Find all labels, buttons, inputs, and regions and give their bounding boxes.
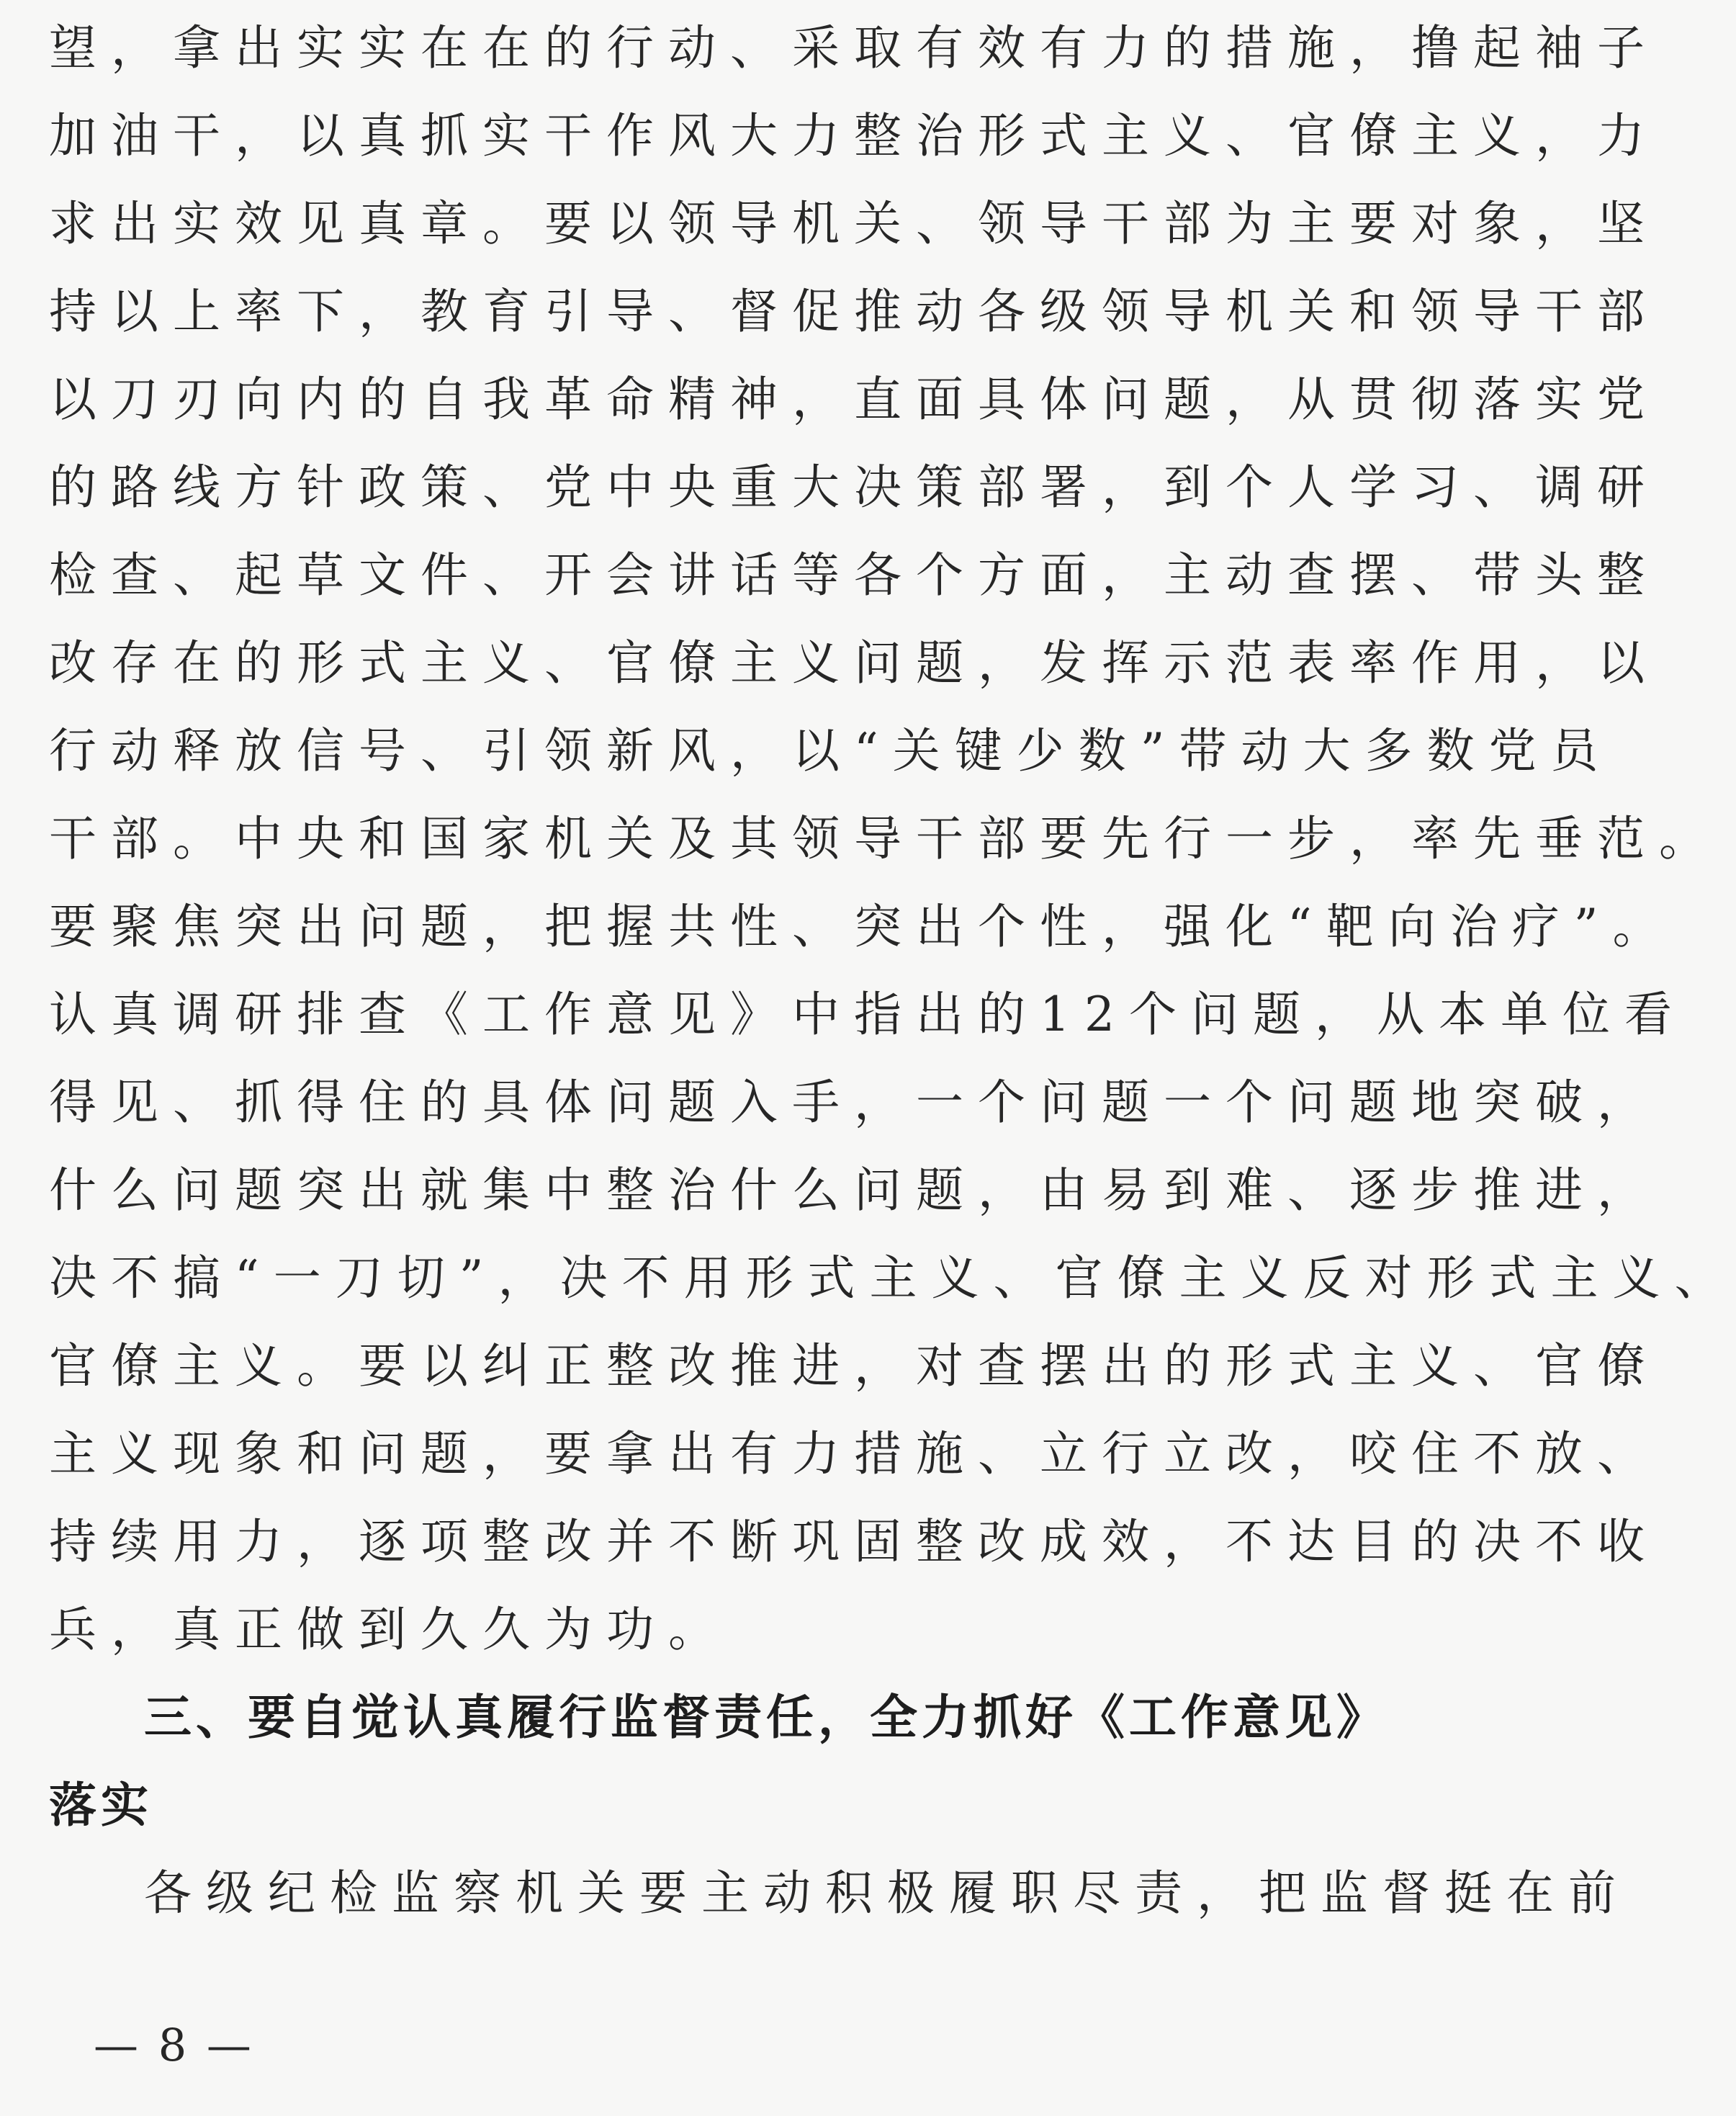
text-line-19: 兵，真正做到久久为功。	[49, 1602, 730, 1657]
page-number: — 8 —	[94, 2019, 254, 2071]
text-line-2: 加油干，以真抓实干作风大力整治形式主义、官僚主义，力	[49, 108, 1659, 163]
text-line-1: 望，拿出实实在在的行动、采取有效有力的措施，撸起袖子	[49, 20, 1659, 76]
text-line-14: 什么问题突出就集中整治什么问题，由易到难、逐步推进，	[49, 1162, 1659, 1218]
closing-text-line: 各级纪检监察机关要主动积极履职尽责，把监督挺在前	[144, 1865, 1630, 1921]
text-line-3: 求出实效见真章。要以领导机关、领导干部为主要对象，坚	[49, 196, 1659, 251]
text-line-5: 以刀刃向内的自我革命精神，直面具体问题，从贯彻落实党	[49, 372, 1659, 427]
text-line-9: 行动释放信号、引领新风，以“关键少数”带动大多数党员	[49, 723, 1613, 779]
text-line-11: 要聚焦突出问题，把握共性、突出个性，强化“靶向治疗”。	[49, 899, 1675, 954]
text-line-6: 的路线方针政策、党中央重大决策部署，到个人学习、调研	[49, 459, 1659, 515]
text-line-15: 决不搞“一刀切”，决不用形式主义、官僚主义反对形式主义、	[49, 1250, 1736, 1306]
text-line-4: 持以上率下，教育引导、督促推动各级领导机关和领导干部	[49, 284, 1659, 339]
section-heading-line-2: 落实	[49, 1777, 153, 1833]
text-line-18: 持续用力，逐项整改并不断巩固整改成效，不达目的决不收	[49, 1514, 1659, 1569]
section-heading-line-1: 三、要自觉认真履行监督责任，全力抓好《工作意见》	[144, 1690, 1388, 1745]
text-line-16: 官僚主义。要以纠正整改推进，对查摆出的形式主义、官僚	[49, 1338, 1659, 1394]
text-line-17: 主义现象和问题，要拿出有力措施、立行立改，咬住不放、	[49, 1426, 1659, 1481]
text-line-8: 改存在的形式主义、官僚主义问题，发挥示范表率作用，以	[49, 635, 1659, 691]
text-line-10: 干部。中央和国家机关及其领导干部要先行一步，率先垂范。	[49, 811, 1721, 866]
text-line-7: 检查、起草文件、开会讲话等各个方面，主动查摆、带头整	[49, 547, 1659, 603]
text-line-12: 认真调研排查《工作意见》中指出的12个问题，从本单位看	[49, 987, 1686, 1042]
text-line-13: 得见、抓得住的具体问题入手，一个问题一个问题地突破，	[49, 1075, 1659, 1130]
